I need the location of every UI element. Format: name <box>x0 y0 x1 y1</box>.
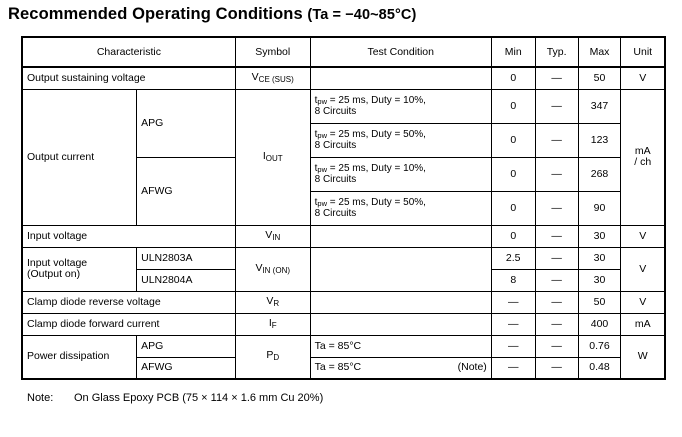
title-condition: (Ta = −40~85°C) <box>307 7 417 23</box>
package-afwg: AFWG <box>137 357 236 379</box>
condition-empty <box>310 225 491 247</box>
table-row-input-voltage-on <box>22 247 665 269</box>
table-row-output-current <box>22 89 665 123</box>
condition-text: Ta = 85°C (Note) <box>310 357 491 379</box>
condition-empty <box>310 291 491 313</box>
unit-value: V <box>621 67 665 89</box>
typ-dash: — <box>535 89 578 123</box>
max-value: 30 <box>578 225 621 247</box>
label-output-sustaining: Output sustaining voltage <box>22 67 235 89</box>
footnote-label: Note: <box>27 392 54 404</box>
unit-value: V <box>621 225 665 247</box>
typ-dash: — <box>535 335 578 357</box>
symbol-vr: $V_R$ <box>235 291 310 313</box>
title-main: Recommended Operating Conditions <box>8 5 303 23</box>
operating-conditions-table <box>21 36 666 380</box>
max-value: 50 <box>578 67 621 89</box>
max-value: 0.76 <box>578 335 621 357</box>
table-row-power <box>22 335 665 357</box>
note-reference: (Note) <box>457 361 487 374</box>
min-dash: — <box>491 313 535 335</box>
part-uln2804a: ULN2804A <box>137 269 236 291</box>
condition-text: $t_{pw} = 25$ ms, Duty = 10%, 8 Circuits <box>310 89 491 123</box>
header-max: Max <box>578 37 621 67</box>
label-input-voltage-on: Input voltage (Output on) <box>22 247 137 291</box>
min-value: 0 <box>491 225 535 247</box>
min-value: 0 <box>491 89 535 123</box>
typ-dash: — <box>535 357 578 379</box>
typ-dash: — <box>535 191 578 225</box>
typ-dash: — <box>535 225 578 247</box>
typ-dash: — <box>535 247 578 269</box>
package-apg: APG <box>137 89 236 157</box>
unit-value: V <box>621 291 665 313</box>
footnote <box>27 392 323 404</box>
condition-empty <box>310 313 491 335</box>
max-value: 50 <box>578 291 621 313</box>
unit-value: W <box>621 335 665 379</box>
label-clamp-reverse: Clamp diode reverse voltage <box>22 291 235 313</box>
min-value: 0 <box>491 67 535 89</box>
part-uln2803a: ULN2803A <box>137 247 236 269</box>
typ-dash: — <box>535 313 578 335</box>
typ-dash: — <box>535 291 578 313</box>
min-value: 0 <box>491 123 535 157</box>
max-value: 268 <box>578 157 621 191</box>
page-title <box>8 5 416 24</box>
condition-empty <box>310 247 491 291</box>
label-clamp-forward: Clamp diode forward current <box>22 313 235 335</box>
min-value: 0 <box>491 191 535 225</box>
footnote-text: On Glass Epoxy PCB (75 × 114 × 1.6 mm Cu 20%) <box>74 392 324 404</box>
symbol-vce-sus: $V_{CE (SUS)}$ <box>235 67 310 89</box>
package-afwg: AFWG <box>137 157 236 225</box>
unit-ma-per-ch: mA / ch <box>621 89 665 225</box>
min-dash: — <box>491 291 535 313</box>
condition-text: $t_{pw} = 25$ ms, Duty = 50%, 8 Circuits <box>310 191 491 225</box>
max-value: 0.48 <box>578 357 621 379</box>
unit-value: mA <box>621 313 665 335</box>
symbol-iout: $I_{OUT}$ <box>235 89 310 225</box>
typ-dash: — <box>535 157 578 191</box>
max-value: 123 <box>578 123 621 157</box>
min-value: 8 <box>491 269 535 291</box>
label-input-voltage: Input voltage <box>22 225 235 247</box>
min-value: 2.5 <box>491 247 535 269</box>
condition-text: $t_{pw} = 25$ ms, Duty = 50%, 8 Circuits <box>310 123 491 157</box>
header-symbol: Symbol <box>235 37 310 67</box>
package-apg: APG <box>137 335 236 357</box>
table-row-clamp-forward <box>22 313 665 335</box>
max-value: 30 <box>578 269 621 291</box>
header-min: Min <box>491 37 535 67</box>
typ-dash: — <box>535 269 578 291</box>
header-typ: Typ. <box>535 37 578 67</box>
typ-dash: — <box>535 67 578 89</box>
max-value: 30 <box>578 247 621 269</box>
header-unit: Unit <box>621 37 665 67</box>
typ-dash: — <box>535 123 578 157</box>
min-dash: — <box>491 335 535 357</box>
label-power-dissipation: Power dissipation <box>22 335 137 379</box>
label-output-current: Output current <box>22 89 137 225</box>
symbol-if: $I_F$ <box>235 313 310 335</box>
condition-text: $t_{pw} = 25$ ms, Duty = 10%, 8 Circuits <box>310 157 491 191</box>
condition-empty <box>310 67 491 89</box>
table-row-input-voltage <box>22 225 665 247</box>
min-dash: — <box>491 357 535 379</box>
table-header-row <box>22 37 665 67</box>
condition-text: Ta = 85°C <box>310 335 491 357</box>
symbol-pd: $P_D$ <box>235 335 310 379</box>
unit-value: V <box>621 247 665 291</box>
max-value: 90 <box>578 191 621 225</box>
min-value: 0 <box>491 157 535 191</box>
symbol-vin: $V_{IN}$ <box>235 225 310 247</box>
header-characteristic: Characteristic <box>22 37 235 67</box>
table-row-output-sustaining <box>22 67 665 89</box>
table-row-clamp-reverse <box>22 291 665 313</box>
max-value: 400 <box>578 313 621 335</box>
max-value: 347 <box>578 89 621 123</box>
symbol-vin-on: $V_{IN (ON)}$ <box>235 247 310 291</box>
header-test-condition: Test Condition <box>310 37 491 67</box>
